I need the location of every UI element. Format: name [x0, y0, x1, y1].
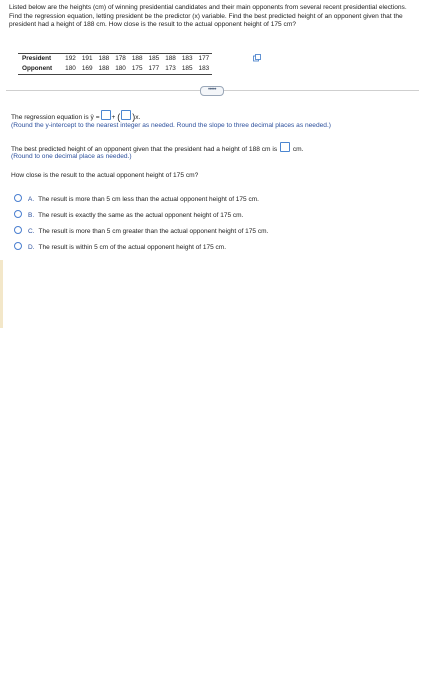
table-cell: 180 [62, 64, 79, 75]
table-cell: 188 [96, 54, 113, 65]
table-cell: 177 [146, 64, 163, 75]
table-cell: 178 [112, 54, 129, 65]
open-paren-icon: ( [117, 112, 121, 122]
close-paren-icon: ) [132, 112, 136, 122]
option-letter: C. [28, 228, 35, 235]
plus-sign: + [111, 114, 116, 121]
radio-c[interactable] [14, 226, 22, 234]
table-cell: 185 [146, 54, 163, 65]
option-c[interactable] [14, 226, 268, 236]
option-letter: D. [28, 244, 35, 251]
option-d[interactable] [14, 242, 226, 252]
regression-note: (Round the y-intercept to the nearest integer as needed. Round the slope to three decimal places as needed.) [11, 122, 331, 129]
predicted-unit: cm. [292, 146, 304, 153]
table-cell: 177 [196, 54, 213, 65]
table-cell: 183 [179, 54, 196, 65]
copy-icon-graphic [253, 54, 261, 62]
predicted-note: (Round to one decimal place as needed.) [11, 153, 132, 160]
table-row-opponent [18, 64, 212, 75]
intercept-input[interactable] [101, 110, 111, 120]
table-cell: 188 [96, 64, 113, 75]
closeness-question: How close is the result to the actual opponent height of 175 cm? [11, 172, 199, 179]
row-label-president: President [18, 54, 62, 65]
row-label-opponent: Opponent [18, 64, 62, 75]
expand-more-button[interactable]: ••••• [200, 86, 224, 96]
regression-prefix: The regression equation is [11, 114, 91, 121]
radio-a[interactable] [14, 194, 22, 202]
option-a[interactable] [14, 194, 259, 204]
slope-input[interactable] [121, 110, 131, 120]
option-letter: A. [28, 196, 35, 203]
y-hat-symbol: ŷ [90, 114, 94, 121]
problem-statement: Listed below are the heights (cm) of winning presidential candidates and their main opponents from several recent presidential elections. Find the regression equation, letting president be the predictor (x) variable. Find the best predicted height of an opponent given that the president had a height of 188 cm. How close is the result to the actual opponent height of 175 cm? [9, 4, 407, 29]
table-cell: 183 [196, 64, 213, 75]
table-cell: 169 [79, 64, 96, 75]
option-letter: B. [28, 212, 35, 219]
table-cell: 180 [112, 64, 129, 75]
option-text: The result is more than 5 cm greater than the actual opponent height of 175 cm. [38, 228, 269, 235]
table-cell: 175 [129, 64, 146, 75]
equals-sign: = [95, 114, 100, 121]
option-text: The result is more than 5 cm less than the actual opponent height of 175 cm. [38, 196, 259, 203]
table-cell: 188 [129, 54, 146, 65]
predicted-height-input[interactable] [280, 142, 290, 152]
option-text: The result is exactly the same as the actual opponent height of 175 cm. [38, 212, 244, 219]
left-accent-rule [0, 260, 3, 328]
predicted-prefix: The best predicted height of an opponent given that the president had a height of 188 cm is [11, 146, 278, 153]
copy-data-icon[interactable] [253, 54, 261, 62]
table-cell: 188 [162, 54, 179, 65]
option-b[interactable] [14, 210, 243, 220]
radio-d[interactable] [14, 242, 22, 250]
option-text: The result is within 5 cm of the actual opponent height of 175 cm. [38, 244, 227, 251]
x-variable: x. [135, 114, 141, 121]
radio-b[interactable] [14, 210, 22, 218]
data-table [18, 53, 212, 75]
table-cell: 185 [179, 64, 196, 75]
table-cell: 192 [62, 54, 79, 65]
table-cell: 173 [162, 64, 179, 75]
table-row-president [18, 54, 212, 65]
table-cell: 191 [79, 54, 96, 65]
